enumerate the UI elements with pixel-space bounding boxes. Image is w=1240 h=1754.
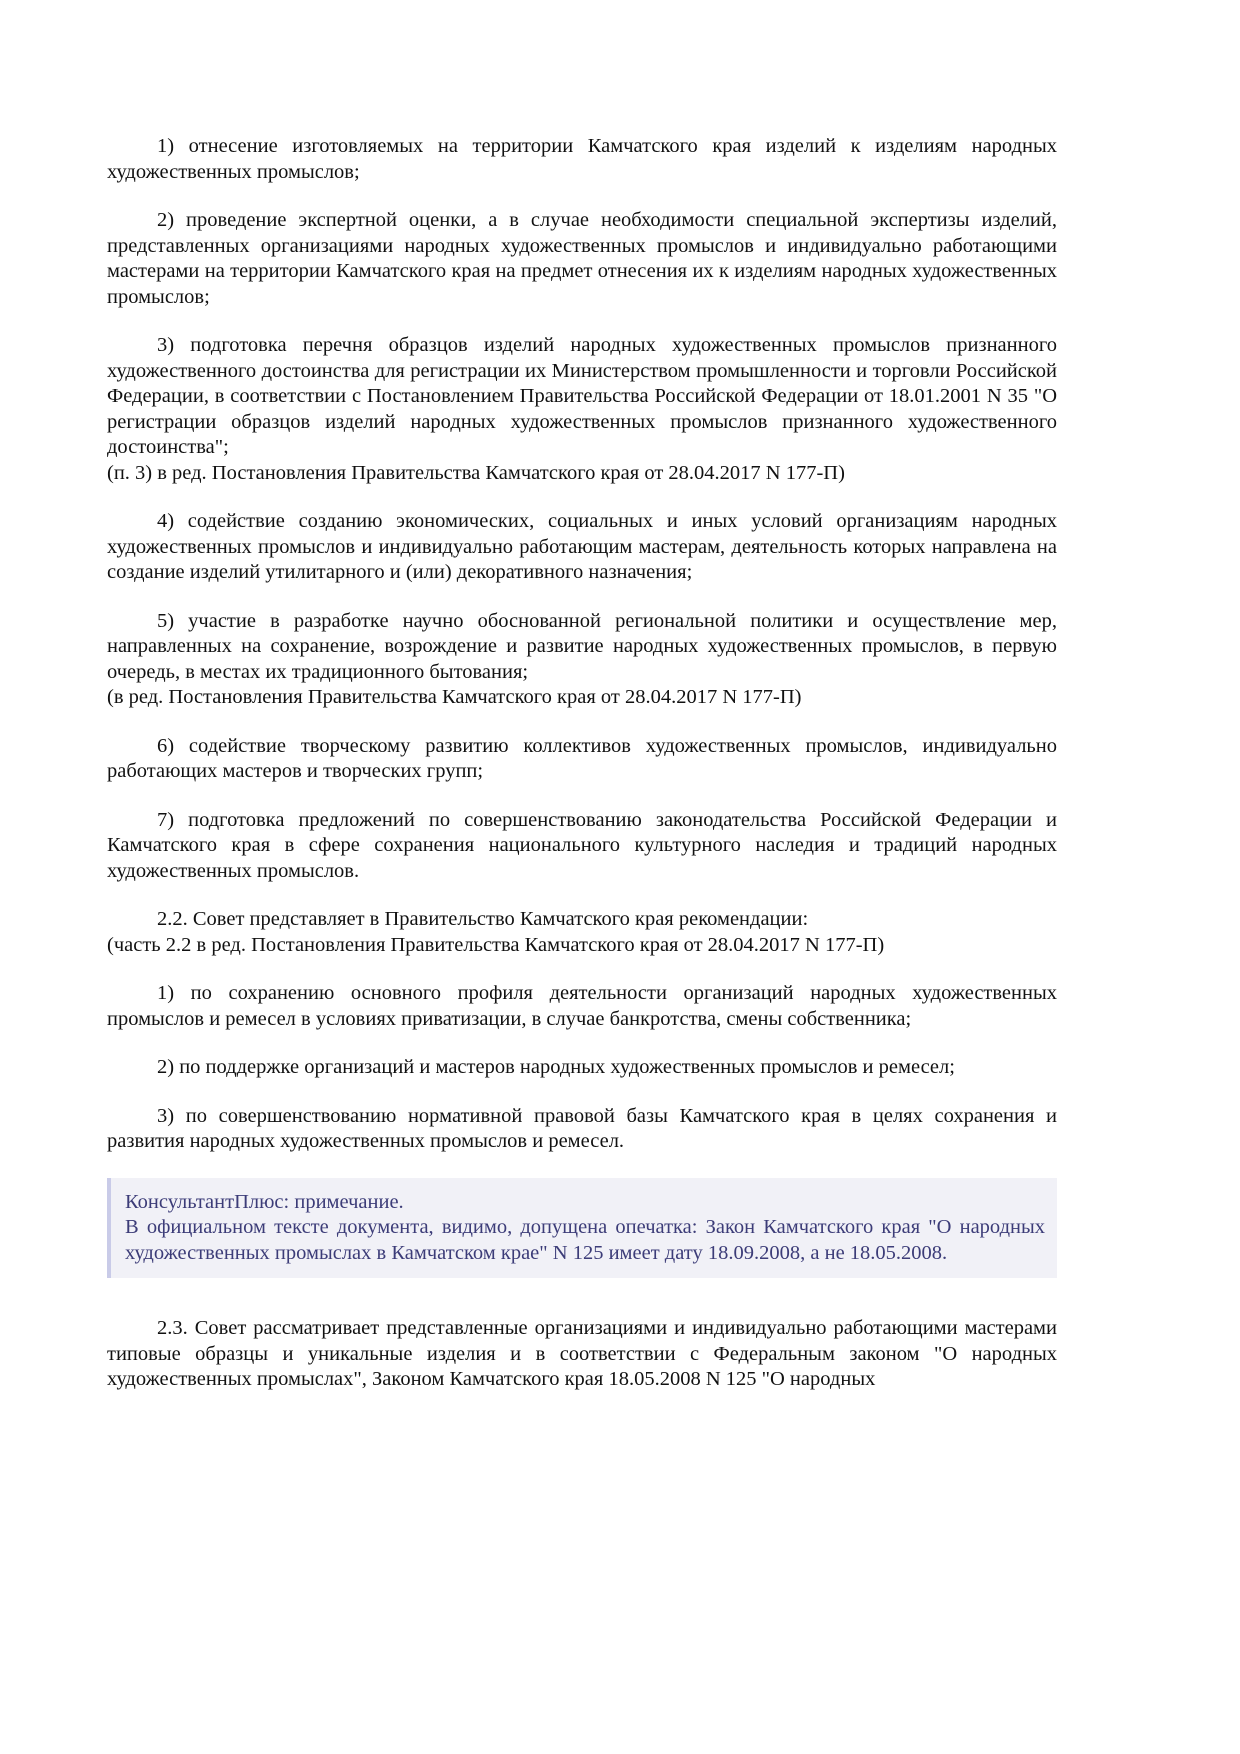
- recommendation-2: 2) по поддержке организаций и мастеров народных художественных промыслов и ремесел;: [157, 1056, 955, 1078]
- document-page: [107, 134, 1057, 1416]
- note-title: КонсультантПлюс: примечание.: [125, 1190, 404, 1213]
- paragraph-item-1: 1) отнесение изготовляемых на территории Камчатского края изделий к изделиям народных художественных промыслов;: [107, 135, 1057, 183]
- recommendation-3: 3) по совершенствованию нормативной правовой базы Камчатского края в целях сохранения и развития народных художественных промыслов и ремесел.: [107, 1104, 1057, 1152]
- edit-note-item-5: (в ред. Постановления Правительства Камчатского края от 28.04.2017 N 177-П): [107, 686, 802, 708]
- edit-note-item-3: (п. 3) в ред. Постановления Правительства Камчатского края от 28.04.2017 N 177-П): [107, 461, 845, 484]
- section-2-3: 2.3. Совет рассматривает представленные организациями и индивидуально работающими мастерами типовые образцы и уникальные изделия и в соответствии с Федеральным законом "О народных художественных промыслах", Законом Камчатского края 18.05.2008 N 125 "О народных: [107, 1317, 1057, 1390]
- recommendation-1: 1) по сохранению основного профиля деятельности организаций народных художественных промыслов и ремесел в условиях приватизации, в случае банкротства, смены собственника;: [107, 982, 1057, 1030]
- consultant-note-box: [107, 1178, 1057, 1279]
- note-text: В официальном тексте документа, видимо, допущена опечатка: Закон Камчатского края "О народных художественных промыслах в Камчатском крае" N 125 имеет дату 18.09.2008, а не 18.05.2008.: [125, 1216, 1045, 1264]
- paragraph-item-2: 2) проведение экспертной оценки, а в случае необходимости специальной экспертизы изделий, представленных организациями народных художественных промыслов и индивидуально работающими мастерами на территории Камчатского края на предмет отнесения их к изделиям народных художественных промыслов;: [107, 209, 1057, 308]
- paragraph-item-3: 3) подготовка перечня образцов изделий народных художественных промыслов признанного художественного достоинства для регистрации их Министерством промышленности и торговли Российской Федерации, в соответствии с Постановлением Правительства Российской Федерации от 18.01.2001 N 35 "О регистрации образцов изделий народных художественных промыслов признанного художественного достоинства";: [107, 334, 1057, 458]
- paragraph-item-7: 7) подготовка предложений по совершенствованию законодательства Российской Федерации и Камчатского края в сфере сохранения национального культурного наследия и традиций народных художественных промыслов.: [107, 808, 1057, 882]
- section-2-2: 2.2. Совет представляет в Правительство Камчатского края рекомендации:: [157, 908, 809, 930]
- paragraph-item-4: 4) содействие созданию экономических, социальных и иных условий организациям народных художественных промыслов и индивидуально работающим мастерам, деятельность которых направлена на создание изделий утилитарного и (или) декоративного назначения;: [107, 510, 1057, 583]
- paragraph-item-6: 6) содействие творческому развитию коллективов художественных промыслов, индивидуально работающих мастеров и творческих групп;: [107, 734, 1057, 782]
- edit-note-2-2: (часть 2.2 в ред. Постановления Правительства Камчатского края от 28.04.2017 N 177-П): [107, 933, 885, 956]
- paragraph-item-5: 5) участие в разработке научно обоснованной региональной политики и осуществление мер, направленных на сохранение, возрождение и развитие народных художественных промыслов, в первую очередь, в местах их традиционного бытования;: [107, 609, 1057, 683]
